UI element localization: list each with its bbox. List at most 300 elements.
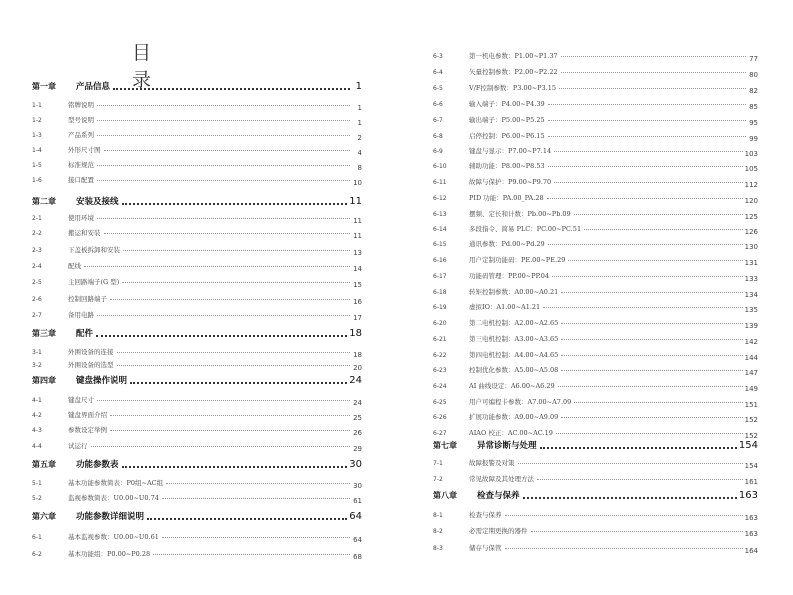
toc-entry-number: 7-1	[433, 460, 443, 467]
toc-section-entry[interactable]	[32, 390, 362, 407]
toc-entry-title: 启停控制：P6.00~P6.15	[469, 132, 545, 140]
toc-entry-page: 164	[744, 547, 758, 555]
toc-entry-number: 6-25	[433, 399, 447, 406]
toc-section-entry[interactable]	[433, 313, 758, 330]
toc-entry-number: 4-2	[32, 412, 42, 419]
toc-entry-title: 功能参数详细说明	[76, 512, 145, 522]
toc-chapter-entry[interactable]	[32, 508, 362, 522]
toc-entry-page: 29	[353, 445, 362, 453]
toc-entry-title: 配件	[76, 329, 94, 339]
toc-leader-dots	[556, 433, 743, 434]
toc-entry-number: 第二章	[32, 196, 56, 206]
toc-entry-number: 6-20	[433, 320, 447, 327]
toc-section-entry[interactable]	[32, 125, 362, 142]
toc-entry-number: 6-13	[433, 211, 447, 218]
toc-entry-number: 6-11	[433, 179, 447, 186]
toc-entry-title: 虚拟IO：A1.00~A1.21	[469, 303, 541, 311]
toc-leader-dots	[561, 323, 742, 324]
toc-section-entry[interactable]	[32, 272, 362, 289]
toc-entry-number: 6-3	[433, 53, 443, 60]
toc-entry-page: 25	[353, 414, 362, 422]
toc-entry-title: 键盘界面介绍	[68, 411, 107, 419]
toc-section-entry[interactable]	[32, 140, 362, 157]
toc-entry-page: 131	[744, 259, 758, 267]
toc-leader-dots	[537, 479, 743, 480]
toc-entry-number: 2-5	[32, 279, 42, 286]
toc-entry-number: 6-26	[433, 414, 447, 421]
toc-entry-number: 1-4	[32, 147, 42, 154]
toc-leader-dots	[97, 135, 350, 136]
toc-leader-dots	[130, 382, 347, 384]
toc-entry-number: 6-7	[433, 117, 443, 124]
toc-entry-page: 154	[738, 440, 758, 451]
toc-section-entry[interactable]	[433, 156, 758, 173]
toc-chapter-entry[interactable]	[32, 372, 362, 386]
toc-entry-page: 68	[353, 553, 362, 561]
toc-entry-page: 77	[749, 55, 758, 63]
toc-leader-dots	[117, 352, 351, 353]
toc-leader-dots	[561, 292, 742, 293]
toc-entry-page: 161	[744, 478, 758, 486]
toc-section-entry[interactable]	[433, 407, 758, 424]
toc-entry-title: 输入端子：P4.00~P4.39	[469, 100, 545, 108]
toc-entry-title: 产品系列	[68, 131, 94, 139]
toc-leader-dots	[117, 365, 351, 366]
toc-section-entry[interactable]	[433, 423, 758, 440]
toc-section-entry[interactable]	[433, 521, 758, 538]
toc-leader-dots	[97, 165, 350, 166]
toc-entry-title: 故障与保护：P9.00~P9.70	[469, 178, 552, 186]
toc-section-entry[interactable]	[433, 360, 758, 377]
toc-entry-title: 配线	[68, 262, 81, 270]
toc-entry-title: 多段指令、简易 PLC：PC.00~PC.51	[469, 225, 582, 233]
toc-entry-number: 4-3	[32, 427, 42, 434]
toc-section-entry[interactable]	[433, 297, 758, 314]
toc-section-entry[interactable]	[433, 250, 758, 267]
toc-entry-page: 18	[353, 351, 362, 359]
toc-entry-page: 10	[353, 179, 362, 187]
toc-leader-dots	[561, 339, 742, 340]
toc-entry-title: 搬运和安装	[68, 229, 101, 237]
toc-section-entry[interactable]	[433, 453, 758, 470]
toc-leader-dots	[122, 282, 350, 283]
toc-entry-number: 6-23	[433, 367, 447, 374]
toc-entry-title: 通讯参数：Pd.00~Pd.29	[469, 240, 545, 248]
toc-entry-page: 149	[744, 385, 758, 393]
toc-section-entry[interactable]	[433, 110, 758, 127]
toc-leader-dots	[91, 446, 351, 447]
toc-entry-page: 133	[744, 275, 758, 283]
toc-section-entry[interactable]	[32, 405, 362, 422]
toc-entry-title: 第一机电参数：P1.00~P1.37	[469, 52, 558, 60]
toc-entry-title: 试运行	[68, 442, 88, 450]
toc-chapter-entry[interactable]	[32, 193, 362, 207]
toc-entry-title: 储存与保管	[469, 544, 502, 552]
toc-entry-number: 8-1	[433, 512, 443, 519]
toc-leader-dots	[531, 531, 743, 532]
toc-section-entry[interactable]	[32, 527, 362, 544]
toc-leader-dots	[561, 370, 742, 371]
toc-section-entry[interactable]	[433, 234, 758, 251]
toc-entry-page: 64	[349, 511, 362, 522]
toc-section-entry[interactable]	[32, 420, 362, 437]
toc-leader-dots	[505, 515, 743, 516]
toc-section-entry[interactable]	[433, 126, 758, 143]
toc-entry-number: 6-10	[433, 163, 447, 170]
toc-entry-page: 103	[744, 150, 758, 158]
toc-entry-title: 控制优化参数：A5.00~A5.08	[469, 366, 559, 374]
toc-entry-number: 4-4	[32, 443, 42, 450]
toc-leader-dots	[552, 276, 743, 277]
toc-entry-number: 3-2	[32, 362, 42, 369]
toc-entry-number: 3-1	[32, 349, 42, 356]
toc-entry-page: 8	[357, 164, 362, 172]
toc-entry-number: 4-1	[32, 397, 42, 404]
toc-entry-title: PID 功能：PA.00_PA.28	[469, 194, 544, 202]
toc-leader-dots	[561, 417, 742, 418]
toc-chapter-entry[interactable]	[32, 456, 362, 470]
toc-entry-page: 64	[353, 536, 362, 544]
toc-entry-number: 1-5	[32, 162, 42, 169]
toc-entry-page: 120	[744, 197, 758, 205]
toc-section-entry[interactable]	[433, 282, 758, 299]
toc-entry-page: 14	[353, 265, 362, 273]
toc-entry-title: 使用环境	[68, 214, 94, 222]
toc-leader-dots	[523, 497, 737, 499]
toc-entry-page: 126	[744, 228, 758, 236]
toc-entry-number: 1-6	[32, 177, 42, 184]
toc-chapter-entry[interactable]	[32, 78, 362, 92]
toc-entry-page: 16	[353, 298, 362, 306]
toc-leader-dots	[558, 386, 743, 387]
toc-section-entry[interactable]	[433, 94, 758, 111]
toc-entry-number: 6-15	[433, 241, 447, 248]
toc-entry-title: 扩展功能参数：A9.00~A9.09	[469, 413, 559, 421]
toc-section-entry[interactable]	[433, 62, 758, 79]
toc-entry-title: 外形尺寸图	[68, 146, 101, 154]
toc-chapter-entry[interactable]	[433, 487, 758, 501]
toc-entry-title: AI 曲线设定：A6.00~A6.29	[469, 382, 555, 390]
toc-entry-page: 4	[357, 149, 362, 157]
toc-section-entry[interactable]	[32, 342, 362, 359]
toc-entry-title: 常见故障及其处理方法	[469, 475, 534, 483]
toc-section-entry[interactable]	[32, 110, 362, 127]
toc-entry-page: 15	[353, 281, 362, 289]
toc-entry-number: 6-17	[433, 273, 447, 280]
toc-entry-number: 第六章	[32, 511, 56, 521]
toc-section-entry[interactable]	[32, 170, 362, 187]
toc-entry-page: 85	[749, 103, 758, 111]
toc-entry-number: 8-2	[433, 528, 443, 535]
toc-leader-dots	[97, 400, 350, 401]
toc-section-entry[interactable]	[32, 240, 362, 257]
toc-entry-page: 11	[349, 196, 362, 207]
toc-entry-number: 6-16	[433, 257, 447, 264]
toc-section-entry[interactable]	[433, 188, 758, 205]
toc-section-entry[interactable]	[32, 436, 362, 453]
toc-leader-dots	[147, 518, 347, 520]
toc-entry-number: 2-1	[32, 215, 42, 222]
toc-leader-dots	[548, 120, 746, 121]
toc-entry-number: 第一章	[32, 81, 56, 91]
toc-entry-page: 151	[744, 401, 758, 409]
toc-entry-number: 6-6	[433, 101, 443, 108]
toc-entry-page: 24	[349, 375, 362, 386]
toc-entry-title: 铭牌说明	[68, 101, 94, 109]
toc-entry-page: 30	[353, 482, 362, 490]
toc-entry-number: 第七章	[433, 440, 457, 450]
toc-entry-number: 6-12	[433, 195, 447, 202]
toc-entry-title: 下盖板拆卸和安装	[68, 246, 120, 254]
toc-entry-page: 163	[738, 490, 758, 501]
toc-entry-title: 控制回路端子	[68, 295, 107, 303]
toc-section-entry[interactable]	[32, 256, 362, 273]
toc-leader-dots	[84, 266, 350, 267]
toc-leader-dots	[561, 355, 742, 356]
toc-entry-number: 5-1	[32, 480, 42, 487]
toc-entry-title: 第三电机控制：A3.00~A3.65	[469, 335, 559, 343]
toc-entry-title: 基本功能组：P0.00~P0.28	[68, 550, 151, 558]
toc-entry-title: AIAO 校正：AC.00~AC.19	[469, 429, 553, 437]
toc-entry-number: 6-9	[433, 148, 443, 155]
toc-entry-number: 第八章	[433, 490, 457, 500]
toc-entry-title: 转矩控制参数：A0.00~A0.21	[469, 288, 559, 296]
toc-entry-number: 6-22	[433, 352, 447, 359]
toc-entry-title: 标准规范	[68, 161, 94, 169]
toc-leader-dots	[518, 463, 743, 464]
toc-leader-dots	[97, 315, 350, 316]
toc-leader-dots	[97, 180, 350, 181]
toc-section-entry[interactable]	[433, 172, 758, 189]
toc-entry-title: 异常诊断与处理	[477, 441, 537, 451]
toc-leader-dots	[574, 402, 742, 403]
toc-section-entry[interactable]	[32, 355, 362, 372]
toc-entry-page: 1	[355, 81, 362, 92]
toc-section-entry[interactable]	[433, 376, 758, 393]
toc-section-entry[interactable]	[32, 305, 362, 322]
toc-entry-title: 检查与保养	[477, 491, 520, 501]
toc-entry-page: 152	[744, 416, 758, 424]
toc-section-entry[interactable]	[433, 219, 758, 236]
page-title: 目 录	[132, 42, 176, 91]
toc-chapter-entry[interactable]	[433, 437, 758, 451]
toc-section-entry[interactable]	[433, 345, 758, 362]
toc-leader-dots	[97, 120, 350, 121]
toc-section-entry[interactable]	[32, 223, 362, 240]
toc-leader-dots	[96, 335, 347, 337]
toc-entry-page: 147	[744, 369, 758, 377]
toc-section-entry[interactable]	[433, 266, 758, 283]
toc-entry-number: 6-8	[433, 133, 443, 140]
toc-entry-page: 163	[744, 530, 758, 538]
toc-entry-page: 18	[349, 328, 362, 339]
toc-entry-number: 8-3	[433, 545, 443, 552]
toc-entry-title: 功能参数表	[76, 460, 119, 470]
toc-section-entry[interactable]	[32, 155, 362, 172]
toc-entry-number: 6-4	[433, 69, 443, 76]
toc-leader-dots	[162, 498, 350, 499]
toc-leader-dots	[548, 136, 746, 137]
toc-entry-page: 135	[744, 306, 758, 314]
toc-section-entry[interactable]	[32, 208, 362, 225]
toc-section-entry[interactable]	[433, 392, 758, 409]
toc-leader-dots	[559, 88, 746, 89]
toc-entry-title: 第二电机控制：A2.00~A2.65	[469, 319, 559, 327]
toc-leader-dots	[584, 229, 743, 230]
toc-entry-number: 6-2	[32, 551, 42, 558]
toc-entry-title: 键盘尺寸	[68, 396, 94, 404]
toc-entry-page: 134	[744, 291, 758, 299]
toc-entry-title: 主回路端子(G 型)	[68, 278, 120, 286]
toc-leader-dots	[122, 203, 348, 205]
toc-leader-dots	[113, 88, 350, 90]
toc-entry-page: 142	[744, 338, 758, 346]
toc-leader-dots	[554, 151, 742, 152]
toc-entry-number: 6-24	[433, 383, 447, 390]
toc-leader-dots	[104, 233, 351, 234]
toc-entry-title: 故障报警及对策	[469, 459, 515, 467]
toc-entry-page: 163	[744, 514, 758, 522]
toc-entry-number: 第四章	[32, 375, 56, 385]
toc-leader-dots	[548, 244, 743, 245]
toc-entry-title: 接口配置	[68, 176, 94, 184]
toc-entry-title: 矢量控制参数：P2.00~P2.22	[469, 68, 558, 76]
toc-entry-number: 6-27	[433, 430, 447, 437]
toc-entry-number: 6-21	[433, 336, 447, 343]
toc-section-entry[interactable]	[32, 544, 362, 561]
toc-entry-page: 2	[357, 134, 362, 142]
toc-entry-number: 1-1	[32, 102, 42, 109]
toc-entry-page: 1	[357, 119, 362, 127]
toc-entry-number: 6-5	[433, 85, 443, 92]
toc-entry-number: 2-3	[32, 247, 42, 254]
toc-section-entry[interactable]	[433, 78, 758, 95]
toc-entry-page: 112	[744, 181, 758, 189]
toc-entry-title: 外围设备的选型	[68, 361, 114, 369]
toc-leader-dots	[123, 250, 350, 251]
toc-leader-dots	[547, 198, 743, 199]
toc-entry-page: 30	[349, 459, 362, 470]
toc-entry-title: 第四电机控制：A4.00~A4.65	[469, 351, 559, 359]
toc-entry-page: 130	[744, 243, 758, 251]
toc-leader-dots	[548, 166, 743, 167]
toc-entry-title: 安装及接线	[76, 197, 119, 207]
toc-entry-page: 11	[353, 232, 362, 240]
toc-section-entry[interactable]	[32, 289, 362, 306]
toc-leader-dots	[153, 554, 350, 555]
toc-entry-title: 外围设备的连接	[68, 348, 114, 356]
toc-entry-page: 105	[744, 165, 758, 173]
toc-leader-dots	[540, 447, 737, 449]
toc-leader-dots	[97, 105, 350, 106]
toc-entry-title: 监视参数简表：U0.00~U0.74	[68, 494, 159, 502]
toc-leader-dots	[97, 218, 350, 219]
toc-entry-number: 第五章	[32, 459, 56, 469]
toc-entry-title: 产品信息	[76, 82, 111, 92]
toc-entry-number: 6-18	[433, 289, 447, 296]
toc-leader-dots	[561, 56, 746, 57]
toc-leader-dots	[166, 483, 350, 484]
toc-entry-title: 用户可编程卡参数：A7.00~A7.09	[469, 398, 572, 406]
toc-entry-title: 输出端子：P5.00~P5.25	[469, 116, 545, 124]
toc-leader-dots	[561, 72, 746, 73]
toc-section-entry[interactable]	[433, 505, 758, 522]
toc-entry-number: 2-4	[32, 263, 42, 270]
toc-entry-title: 功能码管理：PP.00~PP.04	[469, 272, 549, 280]
toc-leader-dots	[104, 150, 351, 151]
toc-entry-title: 备用电路	[68, 311, 94, 319]
toc-entry-page: 1	[357, 104, 362, 112]
toc-leader-dots	[554, 182, 742, 183]
toc-leader-dots	[543, 307, 742, 308]
toc-section-entry[interactable]	[433, 141, 758, 158]
toc-entry-title: V/F控制参数：P3.00~P3.15	[469, 84, 557, 92]
toc-leader-dots	[122, 466, 348, 468]
toc-section-entry[interactable]	[433, 46, 758, 63]
toc-entry-number: 7-2	[433, 476, 443, 483]
toc-leader-dots	[568, 260, 742, 261]
toc-section-entry[interactable]	[32, 488, 362, 505]
toc-entry-title: 基本功能参数简表：P0组~AC组	[68, 479, 164, 487]
toc-entry-page: 26	[353, 429, 362, 437]
toc-entry-number: 6-19	[433, 304, 447, 311]
toc-entry-page: 17	[353, 314, 362, 322]
toc-entry-page: 139	[744, 322, 758, 330]
toc-entry-number: 5-2	[32, 495, 42, 502]
toc-entry-page: 144	[744, 354, 758, 362]
toc-entry-title: 用户定制功能码：PE.00~PE.29	[469, 256, 566, 264]
toc-section-entry[interactable]	[433, 538, 758, 555]
toc-entry-page: 82	[749, 87, 758, 95]
toc-leader-dots	[110, 415, 350, 416]
toc-entry-number: 6-14	[433, 226, 447, 233]
toc-entry-number: 2-2	[32, 230, 42, 237]
toc-leader-dots	[505, 548, 743, 549]
toc-section-entry[interactable]	[32, 473, 362, 490]
toc-section-entry[interactable]	[32, 95, 362, 112]
toc-entry-title: 键盘操作说明	[76, 376, 128, 386]
toc-entry-number: 第三章	[32, 328, 56, 338]
toc-entry-title: 型号说明	[68, 116, 94, 124]
toc-section-entry[interactable]	[433, 469, 758, 486]
toc-section-entry[interactable]	[433, 204, 758, 221]
toc-entry-page: 13	[353, 249, 362, 257]
toc-leader-dots	[574, 214, 743, 215]
toc-entry-number: 1-3	[32, 132, 42, 139]
toc-leader-dots	[110, 299, 350, 300]
toc-entry-page: 80	[749, 71, 758, 79]
toc-entry-number: 2-7	[32, 312, 42, 319]
toc-entry-title: 参数设定举例	[68, 426, 107, 434]
toc-entry-title: 检查与保养	[469, 511, 502, 519]
toc-section-entry[interactable]	[433, 329, 758, 346]
toc-entry-page: 61	[353, 497, 362, 505]
toc-entry-title: 必需定期更换的器件	[469, 527, 528, 535]
toc-chapter-entry[interactable]	[32, 325, 362, 339]
toc-entry-page: 154	[744, 462, 758, 470]
toc-entry-page: 99	[749, 135, 758, 143]
toc-entry-number: 1-2	[32, 117, 42, 124]
toc-entry-page: 95	[749, 119, 758, 127]
toc-leader-dots	[548, 104, 746, 105]
toc-entry-page: 152	[744, 432, 758, 440]
toc-entry-page: 24	[353, 399, 362, 407]
toc-entry-title: 摆频、定长和计数：Pb.00~Pb.09	[469, 210, 571, 218]
toc-entry-title: 辅助功能：P8.00~P8.53	[469, 162, 545, 170]
toc-entry-page: 125	[744, 213, 758, 221]
toc-entry-number: 6-1	[32, 534, 42, 541]
toc-leader-dots	[162, 537, 350, 538]
